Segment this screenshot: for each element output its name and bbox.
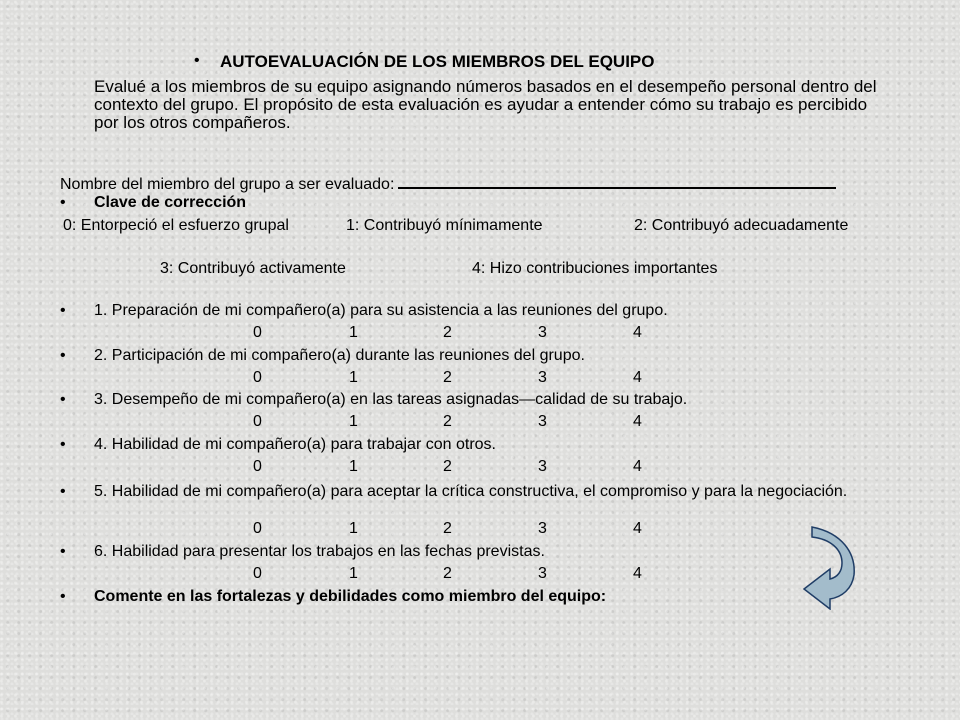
rating-option[interactable]: 4 — [633, 458, 642, 475]
question-5: 5. Habilidad de mi compañero(a) para aceptar la crítica constructiva, el compromiso y para la negociación. — [94, 483, 848, 500]
rating-option[interactable]: 3 — [538, 565, 547, 582]
question-4: 4. Habilidad de mi compañero(a) para trabajar con otros. — [94, 436, 496, 453]
rating-option[interactable]: 0 — [253, 458, 262, 475]
bullet: • — [60, 483, 66, 500]
rating-option[interactable]: 1 — [349, 369, 358, 386]
member-name-label: Nombre del miembro del grupo a ser evaluado: — [60, 176, 395, 193]
member-name-blank[interactable] — [398, 173, 836, 189]
bullet: • — [60, 543, 66, 560]
rating-option[interactable]: 4 — [633, 520, 642, 537]
rating-option[interactable]: 3 — [538, 413, 547, 430]
key-item-4: 4: Hizo contribuciones importantes — [472, 260, 718, 277]
bullet: • — [60, 391, 66, 408]
rating-option[interactable]: 2 — [443, 413, 452, 430]
key-item-0: 0: Entorpeció el esfuerzo grupal — [63, 217, 289, 234]
rating-option[interactable]: 1 — [349, 324, 358, 341]
rating-option[interactable]: 1 — [349, 520, 358, 537]
rating-option[interactable]: 0 — [253, 413, 262, 430]
bullet: • — [194, 52, 200, 69]
key-item-3: 3: Contribuyó activamente — [160, 260, 346, 277]
rating-option[interactable]: 0 — [253, 369, 262, 386]
question-2: 2. Participación de mi compañero(a) durante las reuniones del grupo. — [94, 347, 585, 364]
rating-option[interactable]: 0 — [253, 324, 262, 341]
rating-option[interactable]: 2 — [443, 369, 452, 386]
rating-option[interactable]: 1 — [349, 413, 358, 430]
bullet: • — [60, 347, 66, 364]
closing-prompt: Comente en las fortalezas y debilidades como miembro del equipo: — [94, 588, 607, 605]
bullet: • — [60, 588, 66, 605]
bullet: • — [60, 194, 66, 211]
rating-option[interactable]: 2 — [443, 565, 452, 582]
rating-option[interactable]: 3 — [538, 324, 547, 341]
key-heading: Clave de corrección — [94, 194, 247, 211]
rating-option[interactable]: 4 — [633, 565, 642, 582]
rating-option[interactable]: 4 — [633, 324, 642, 341]
rating-option[interactable]: 3 — [538, 458, 547, 475]
rating-option[interactable]: 3 — [538, 369, 547, 386]
question-3: 3. Desempeño de mi compañero(a) en las tareas asignadas—calidad de su trabajo. — [94, 391, 688, 408]
curved-arrow-icon[interactable] — [800, 525, 860, 610]
rating-option[interactable]: 4 — [633, 369, 642, 386]
rating-option[interactable]: 1 — [349, 458, 358, 475]
bullet: • — [60, 302, 66, 319]
rating-option[interactable]: 2 — [443, 520, 452, 537]
key-item-1: 1: Contribuyó mínimamente — [346, 217, 543, 234]
member-name-row — [60, 173, 836, 194]
rating-option[interactable]: 0 — [253, 565, 262, 582]
bullet: • — [60, 436, 66, 453]
page-title: AUTOEVALUACIÓN DE LOS MIEMBROS DEL EQUIPO — [220, 52, 655, 71]
question-1: 1. Preparación de mi compañero(a) para su asistencia a las reuniones del grupo. — [94, 302, 668, 319]
rating-option[interactable]: 4 — [633, 413, 642, 430]
intro-paragraph: Evalué a los miembros de su equipo asignando números basados en el desempeño personal dentro del contexto del grupo. El propósito de esta evaluación es ayudar a entender cómo su trabajo es percibido por los otros compañeros. — [94, 77, 877, 132]
rating-option[interactable]: 3 — [538, 520, 547, 537]
question-6: 6. Habilidad para presentar los trabajos en las fechas previstas. — [94, 543, 545, 560]
key-item-2: 2: Contribuyó adecuadamente — [634, 217, 849, 234]
rating-option[interactable]: 1 — [349, 565, 358, 582]
rating-option[interactable]: 2 — [443, 324, 452, 341]
rating-option[interactable]: 2 — [443, 458, 452, 475]
rating-option[interactable]: 0 — [253, 520, 262, 537]
